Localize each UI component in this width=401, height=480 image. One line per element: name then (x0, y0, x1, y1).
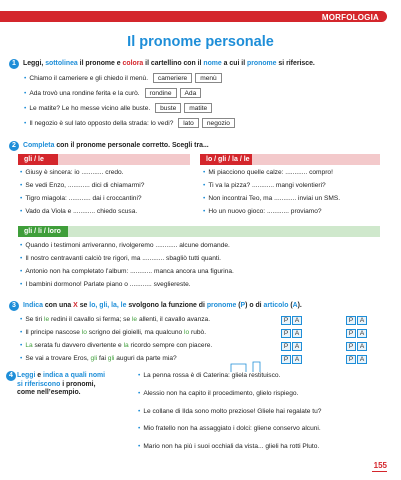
section-tag: MORFOLOGIA (321, 13, 379, 22)
list-item: • I bambini dormono! Parlate piano o ............ svegliereste. (20, 281, 191, 288)
answer-boxes (281, 355, 303, 364)
exercise-number: 3 (9, 301, 19, 311)
list-item: • Quando i testimoni arriveranno, rivolgeremo ............ alcune domande. (20, 242, 230, 249)
list-item: • Chiamo il cameriere e gli chiedo il menù. cameriere menù (24, 73, 222, 83)
list-item: • La penna rossa è di Caterina: gliela restituisco. (138, 372, 281, 379)
list-item: • Mi piacciono quelle calze: ............ compro! (203, 169, 333, 176)
pronoun-checkbox[interactable]: P (281, 329, 291, 338)
answer-boxes (281, 329, 303, 338)
page-number: 155 (373, 461, 387, 470)
list-item: • Il negozio è sul lato opposto della strada: lo vedi? lato negozio (24, 118, 235, 128)
exercise-2-instruction: Completa con il pronome personale corretto. Scegli tra... (23, 142, 209, 149)
list-item: • Mio fratello non ha assaggiato i dolci: gliene conservo alcuni. (138, 425, 321, 432)
list-item: • Le matite? Le ho messe vicino alle buste. buste matite (24, 103, 212, 113)
exercise-number: 4 (6, 371, 16, 381)
word-card[interactable]: buste (155, 103, 181, 113)
article-checkbox[interactable]: A (357, 342, 367, 351)
word-choice-tag: gli / li / loro (18, 226, 380, 237)
list-item: • Se tiri le redini il cavallo si ferma; se le allenti, il cavallo avanza. (20, 316, 211, 323)
list-item: • Ho un nuovo gioco: ............ proviamo? (203, 208, 322, 215)
exercise-number: 2 (9, 141, 19, 151)
pronoun-checkbox[interactable]: P (346, 355, 356, 364)
article-checkbox[interactable]: A (357, 355, 367, 364)
pronoun-checkbox[interactable]: P (281, 355, 291, 364)
list-item: • Tigro miagola: ............ dai i croccantini? (20, 195, 142, 202)
word-choice-tag: gli / le (18, 154, 190, 165)
article-checkbox[interactable]: A (292, 329, 302, 338)
exercise-number: 1 (9, 59, 19, 69)
list-item: • Antonio non ha completato l’album: ............ manca ancora una figurina. (20, 268, 234, 275)
answer-boxes (346, 316, 368, 325)
list-item: • Alessio non ha capito il procedimento, glielo rispiego. (138, 390, 299, 397)
list-item: • Ada trovò una rondine ferita e la curò. rondine Ada (24, 88, 201, 98)
word-card[interactable]: rondine (145, 88, 177, 98)
answer-boxes (346, 342, 368, 351)
pronoun-checkbox[interactable]: P (281, 316, 291, 325)
answer-boxes (281, 316, 303, 325)
pronoun-checkbox[interactable]: P (281, 342, 291, 351)
article-checkbox[interactable]: A (357, 329, 367, 338)
exercise-1-instruction: Leggi, sottolinea il pronome e colora il cartellino con il nome a cui il pronome si riferisce. (23, 60, 315, 67)
word-card[interactable]: matite (184, 103, 212, 113)
page-title: Il pronome personale (127, 34, 274, 50)
page-number-underline (372, 471, 387, 472)
pronoun-checkbox[interactable]: P (346, 329, 356, 338)
exercise-4-instruction: Leggi e indica a quali nomi si riferiscono i pronomi, come nell’esempio. (17, 372, 106, 397)
list-item: • Le collane di Ilda sono molto preziose! Gliele hai regalate tu? (138, 408, 322, 415)
list-item: • Mario non ha più i suoi occhiali da vista... glieli ha rotti Pluto. (138, 443, 320, 450)
list-item: • Giusy è sincera: io ............ credo. (20, 169, 124, 176)
word-card[interactable]: cameriere (153, 73, 192, 83)
list-item: • Vado da Viola e ............ chiedo scusa. (20, 208, 138, 215)
answer-boxes (346, 329, 368, 338)
pronoun-checkbox[interactable]: P (346, 342, 356, 351)
list-item: • Se vedi Enzo, ............ dici di chiamarmi? (20, 182, 145, 189)
article-checkbox[interactable]: A (292, 316, 302, 325)
list-item: • Il nostro centravanti calciò tre rigori, ma ............ sbagliò tutti quanti. (20, 255, 222, 262)
answer-boxes (281, 342, 303, 351)
exercise-3-instruction: Indica con una X se lo, gli, la, le svolgono la funzione di pronome (P) o di articolo (A). (23, 302, 302, 309)
pronoun-checkbox[interactable]: P (346, 316, 356, 325)
list-item: • Se vai a trovare Eros, gli fai gli auguri da parte mia? (20, 355, 177, 362)
word-card[interactable]: lato (178, 118, 199, 128)
word-card[interactable]: Ada (180, 88, 202, 98)
word-choice-tag: lo / gli / la / le (200, 154, 380, 165)
article-checkbox[interactable]: A (292, 355, 302, 364)
list-item: • Non incontrai Teo, ma ............ inviai un SMS. (203, 195, 341, 202)
article-checkbox[interactable]: A (357, 316, 367, 325)
answer-boxes (346, 355, 368, 364)
word-card[interactable]: negozio (202, 118, 235, 128)
list-item: • Ti va la pizza? ............ mangi volentieri? (203, 182, 326, 189)
word-card[interactable]: menù (195, 73, 222, 83)
list-item: • Il principe nascose lo scrigno dei gioielli, ma qualcuno lo rubò. (20, 329, 207, 336)
list-item: • La serata fu davvero divertente e la ricordo sempre con piacere. (20, 342, 213, 349)
article-checkbox[interactable]: A (292, 342, 302, 351)
